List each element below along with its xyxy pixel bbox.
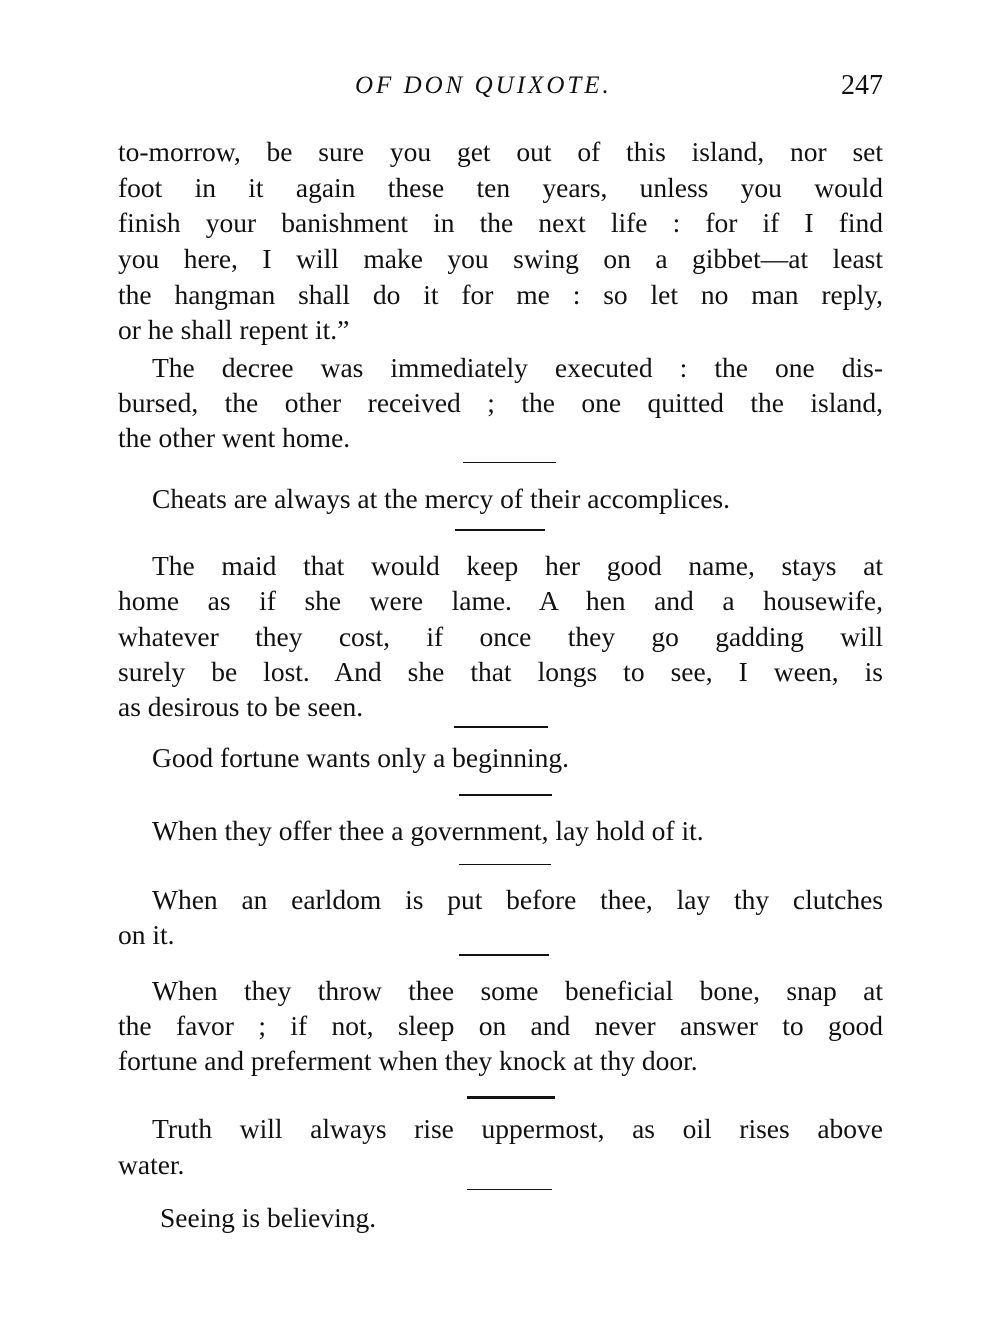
text-line: fortune and preferment when they knock at thy door. [118, 1045, 698, 1076]
section-divider [455, 529, 545, 531]
page-header [118, 70, 883, 106]
text-line: foot in it again these ten years, unless you would [118, 172, 883, 203]
text-line: home as if she were lame. A hen and a housewife, [118, 585, 883, 616]
text-line: the hangman shall do it for me : so let no man reply, [118, 279, 883, 310]
text-line: Good fortune wants only a beginning. [152, 742, 570, 773]
text-line: When an earldom is put before thee, lay thy clutches [152, 884, 883, 915]
running-title: OF DON QUIXOTE. [355, 72, 612, 99]
section-divider [459, 864, 551, 865]
text-line: the other went home. [118, 422, 351, 453]
text-line: Cheats are always at the mercy of their accomplices. [152, 483, 731, 514]
text-line: When they offer thee a government, lay hold of it. [152, 815, 704, 846]
section-divider [463, 462, 556, 463]
text-line: or he shall repent it.” [118, 314, 350, 345]
text-line: water. [118, 1149, 185, 1180]
text-line: bursed, the other received ; the one quitted the island, [118, 387, 883, 418]
text-line: Seeing is believing. [160, 1202, 377, 1233]
section-divider [459, 794, 552, 796]
section-divider [467, 1096, 555, 1099]
text-line: on it. [118, 919, 175, 950]
section-divider [454, 726, 548, 728]
text-line: When they throw thee some beneficial bone, snap at [152, 975, 883, 1006]
page-number: 247 [841, 70, 883, 101]
section-divider [467, 1189, 552, 1190]
text-line: you here, I will make you swing on a gibbet—at least [118, 243, 883, 274]
text-line: surely be lost. And she that longs to see, I ween, is [118, 656, 883, 687]
text-line: Truth will always rise uppermost, as oil rises above [152, 1113, 883, 1144]
text-line: to-morrow, be sure you get out of this island, nor set [118, 136, 883, 167]
text-line: finish your banishment in the next life : for if I find [118, 207, 883, 238]
section-divider [459, 954, 549, 956]
text-line: whatever they cost, if once they go gadding will [118, 621, 883, 652]
text-line: The maid that would keep her good name, stays at [152, 550, 883, 581]
text-line: The decree was immediately executed : the one dis- [152, 352, 883, 383]
text-line: the favor ; if not, sleep on and never answer to good [118, 1010, 883, 1041]
text-line: as desirous to be seen. [118, 691, 364, 722]
